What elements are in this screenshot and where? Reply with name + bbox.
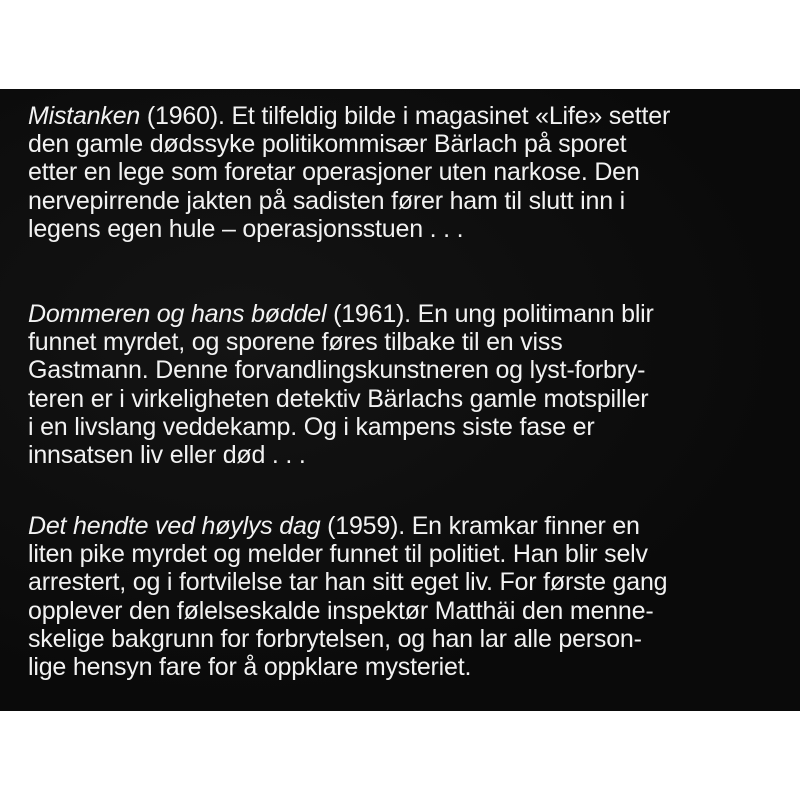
book-title: Dommeren og hans bøddel: [28, 300, 327, 328]
blurb-line: i en livslang veddekamp. Og i kampens siste fase er: [28, 412, 595, 441]
blurb-line: arrestert, og i fortvilelse tar han sitt eget liv. For første gang: [28, 568, 668, 597]
blurb-line: lige hensyn fare for å oppklare mysteriet.: [28, 653, 472, 682]
blurb-line: liten pike myrdet og melder funnet til politiet. Han blir selv: [28, 540, 648, 569]
blurb-text: (1961). En ung politimann blir: [326, 300, 654, 328]
blurb-mistanken: [28, 102, 788, 243]
book-title: Det hendte ved høylys dag: [28, 512, 321, 540]
blurb-line: [28, 102, 788, 130]
blurb-line: nervepirrende jakten på sadisten fører ham til slutt inn i: [28, 186, 626, 215]
book-back-cover: [0, 89, 800, 711]
blurb-det-hendte: [28, 512, 788, 681]
blurb-line: etter en lege som foretar operasjoner uten narkose. Den: [28, 158, 640, 187]
blurb-line: innsatsen liv eller død . . .: [28, 441, 306, 470]
blurb-line: den gamle dødssyke politikommisær Bärlach på sporet: [28, 130, 627, 159]
book-title: Mistanken: [28, 102, 141, 130]
blurb-line: [28, 512, 788, 540]
blurb-line: funnet myrdet, og sporene føres tilbake til en viss: [28, 328, 563, 357]
blurb-text: (1960). Et tilfeldig bilde i magasinet «Life» setter: [140, 102, 671, 130]
blurb-text: (1959). En kramkar finner en: [320, 512, 640, 540]
blurb-line: opplever den følelseskalde inspektør Matthäi den menne-: [28, 596, 654, 625]
blurb-dommeren: [28, 300, 788, 469]
blurb-line: legens egen hule – operasjonsstuen . . .: [28, 214, 464, 243]
blurb-line: skelige bakgrunn for forbrytelsen, og han lar alle person-: [28, 624, 642, 653]
blurb-line: teren er i virkeligheten detektiv Bärlachs gamle motspiller: [28, 384, 649, 413]
blurb-line: [28, 300, 788, 328]
blurb-line: Gastmann. Denne forvandlingskunstneren og lyst-forbry-: [28, 356, 646, 385]
